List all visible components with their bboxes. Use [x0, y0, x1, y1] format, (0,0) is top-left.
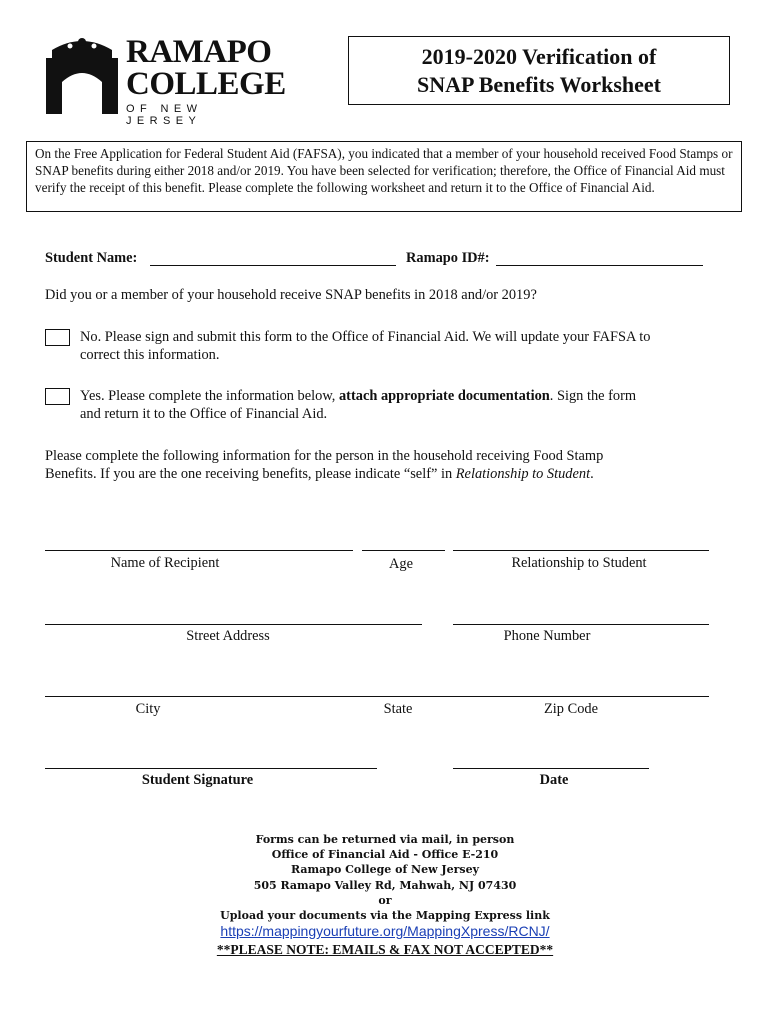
logo-word-ramapo: RAMAPO: [126, 34, 272, 70]
recipient-field[interactable]: [45, 550, 353, 551]
mapping-express-link-row: [0, 923, 770, 939]
city-label: City: [135, 701, 161, 717]
instructions-text-a: Benefits. If you are the one receiving benefits, please indicate “self” in: [45, 466, 456, 482]
instructions-line-2: [45, 466, 594, 483]
signature-label: Student Signature: [141, 772, 254, 788]
student-name-field[interactable]: [150, 265, 396, 266]
footer-line-5: or: [378, 894, 392, 907]
student-name-label: Student Name:: [45, 250, 138, 266]
age-label: Age: [389, 556, 413, 572]
instructions-text-c: .: [590, 466, 594, 482]
yes-option-text-a: Yes. Please complete the information below,: [80, 388, 339, 404]
yes-checkbox[interactable]: [45, 388, 70, 405]
no-option-line-2: correct this information.: [80, 347, 220, 363]
logo-word-college: COLLEGE: [126, 66, 286, 102]
no-checkbox[interactable]: [45, 329, 70, 346]
title-line-2: SNAP Benefits Worksheet: [416, 72, 662, 97]
footer-note: **PLEASE NOTE: EMAILS & FAX NOT ACCEPTED**: [216, 942, 554, 957]
snap-question: Did you or a member of your household receive SNAP benefits in 2018 and/or 2019?: [45, 287, 537, 303]
yes-option-emphasis: attach appropriate documentation: [338, 388, 550, 404]
instructions-line-1: Please complete the following information for the person in the household receiving Food Stamp: [45, 448, 604, 464]
title-line-1: 2019-2020 Verification of: [421, 44, 657, 69]
street-field[interactable]: [45, 624, 422, 625]
intro-paragraph: On the Free Application for Federal Student Aid (FAFSA), you indicated that a member of your household received Food Stamps or SNAP benefits during either 2018 and/or 2019. You have been selected for verification; therefore, the Office of Financial Aid must verify the receipt of this benefit. Please complete the following worksheet and return it to the Office of Financial Aid.: [26, 141, 742, 212]
footer-line-1: Forms can be returned via mail, in person: [255, 833, 515, 846]
street-label: Street Address: [186, 628, 270, 644]
relationship-field[interactable]: [453, 550, 709, 551]
ramapo-id-field[interactable]: [496, 265, 703, 266]
footer-line-6: Upload your documents via the Mapping Express link: [220, 909, 550, 922]
date-label: Date: [539, 772, 569, 788]
logo-subtitle: OF NEW JERSEY: [126, 103, 203, 127]
recipient-label: Name of Recipient: [110, 555, 220, 571]
phone-label: Phone Number: [503, 628, 591, 644]
mapping-express-link[interactable]: https://mappingyourfuture.org/MappingXpress/RCNJ/: [220, 923, 550, 939]
age-field[interactable]: [362, 550, 445, 551]
college-logo: [44, 34, 286, 127]
relationship-label: Relationship to Student: [511, 555, 647, 571]
city-state-zip-field[interactable]: [45, 696, 709, 697]
ramapo-id-label: Ramapo ID#:: [406, 250, 490, 266]
yes-option-line-1: [80, 388, 636, 405]
date-field[interactable]: [453, 768, 649, 769]
title-box: [348, 36, 730, 105]
no-option-line-1: No. Please sign and submit this form to the Office of Financial Aid. We will update your FAFSA to: [80, 329, 651, 345]
yes-option-line-2: and return it to the Office of Financial Aid.: [80, 406, 328, 422]
state-label: State: [383, 701, 413, 717]
yes-option-text-c: . Sign the form: [549, 388, 637, 404]
phone-field[interactable]: [453, 624, 709, 625]
footer-line-3: Ramapo College of New Jersey: [291, 863, 479, 876]
instructions-relationship: Relationship to Student: [455, 466, 591, 482]
signature-field[interactable]: [45, 768, 377, 769]
zip-label: Zip Code: [544, 701, 598, 717]
footer-line-2: Office of Financial Aid - Office E-210: [271, 848, 499, 861]
arch-icon: [44, 36, 120, 114]
footer-line-4: 505 Ramapo Valley Rd, Mahwah, NJ 07430: [253, 879, 517, 892]
